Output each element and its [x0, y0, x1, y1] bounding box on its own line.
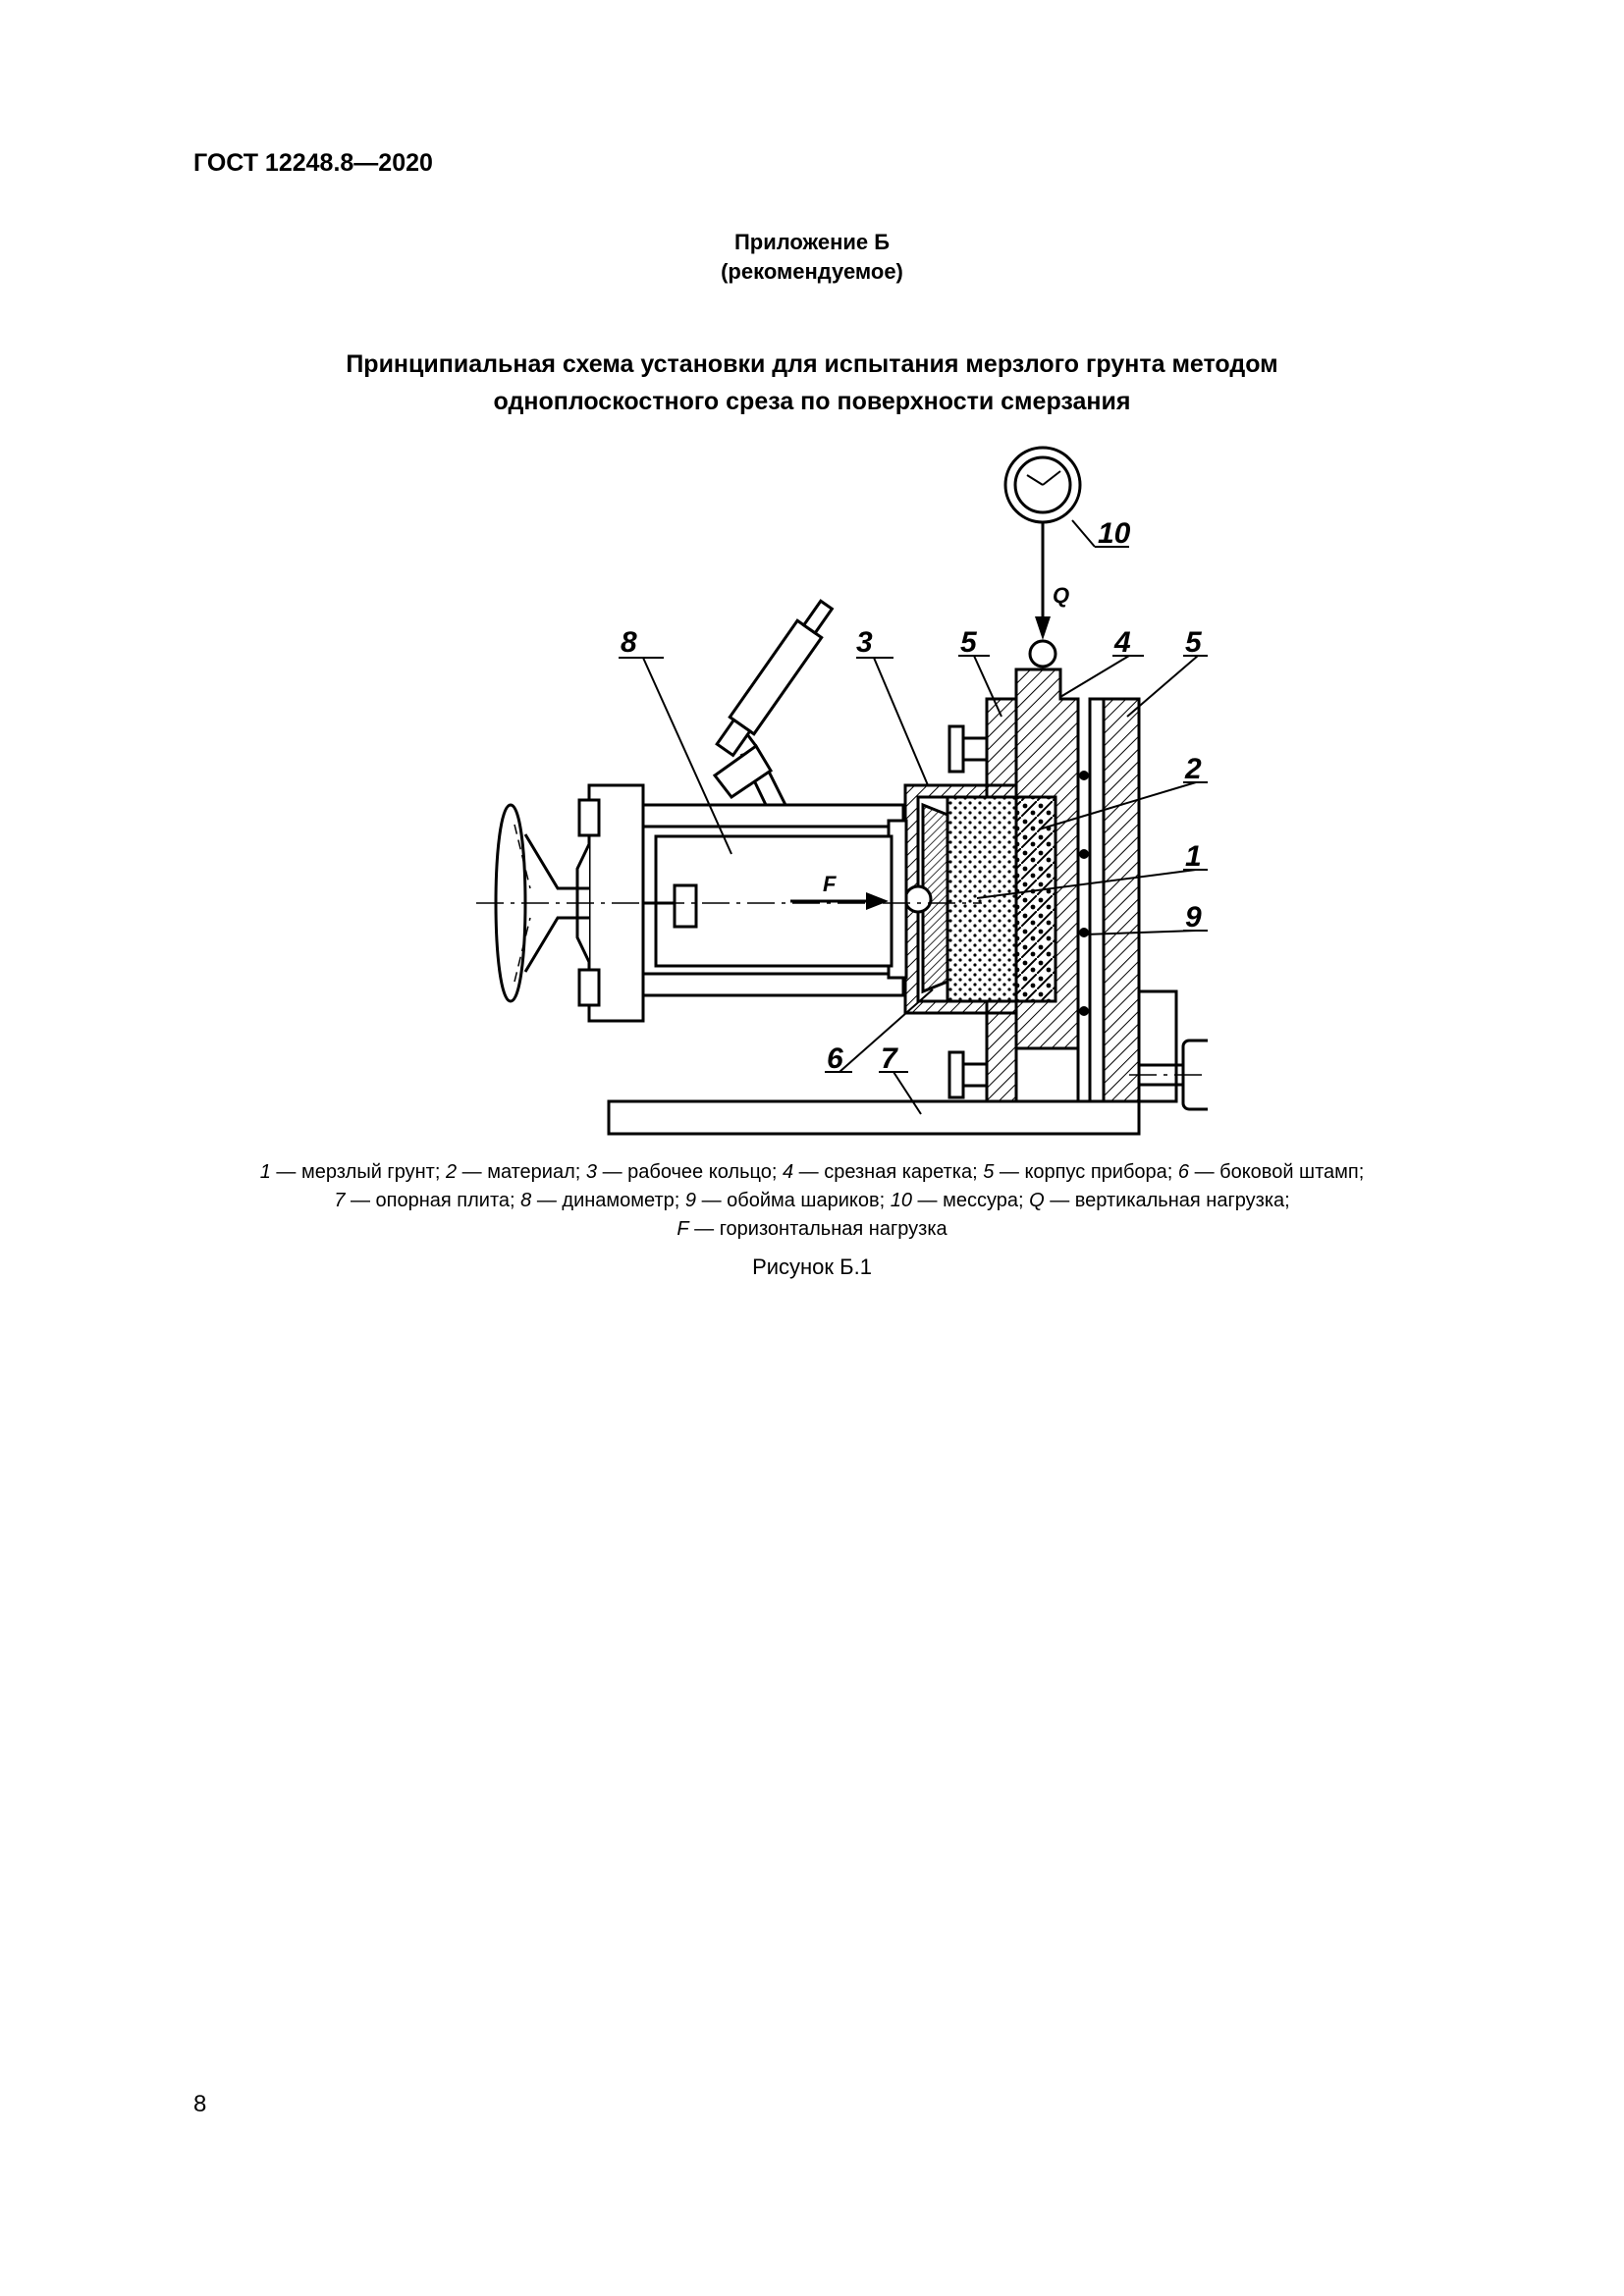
upper-bolt: [949, 726, 963, 772]
appendix-heading: [0, 228, 1624, 287]
stamp-ball: [905, 886, 931, 912]
callout-4: 4: [1114, 626, 1131, 659]
lower-bolt: [949, 1052, 963, 1097]
callout-8: 8: [621, 626, 637, 659]
appendix-title: Приложение Б: [733, 230, 891, 254]
figure-title: [0, 346, 1624, 420]
label-q: Q: [1053, 583, 1070, 608]
ball: [1079, 771, 1089, 780]
legend-line-2: 7 — опорная плита; 8 — динамометр; 9 — обойма шариков; 10 — мессура; Q — вертикальная нагрузка;: [334, 1190, 1290, 1211]
legend-line-1: 1 — мерзлый грунт; 2 — материал; 3 — рабочее кольцо; 4 — срезная каретка; 5 — корпус прибора; 6 — боковой штамп;: [259, 1161, 1365, 1183]
apparatus-diagram: [461, 437, 1208, 1148]
legend-line-3: F — горизонтальная нагрузка: [677, 1218, 947, 1240]
callout-5-right: 5: [1185, 626, 1202, 659]
callout-5-left: 5: [960, 626, 977, 659]
figure-caption: Рисунок Б.1: [752, 1255, 872, 1279]
callout-1: 1: [1185, 840, 1202, 873]
figure-title-line-2: одноплоскостного среза по поверхности смерзания: [493, 388, 1131, 415]
material-sample: [1016, 797, 1056, 1001]
frame-rail-top: [638, 805, 903, 827]
page-number: 8: [193, 2091, 207, 2117]
callout-6: 6: [827, 1042, 843, 1075]
callout-7: 7: [881, 1042, 897, 1075]
appendix-status: (рекомендуемое): [721, 259, 903, 284]
document-header: ГОСТ 12248.8—2020: [193, 149, 433, 177]
callout-10: 10: [1098, 517, 1131, 550]
frame-rail-bottom: [638, 974, 903, 995]
figure-title-line-1: Принципиальная схема установки для испытания мерзлого грунта методом: [346, 350, 1278, 378]
label-f: F: [823, 872, 837, 896]
callout-2: 2: [1185, 753, 1202, 785]
dial-indicator: [713, 597, 839, 759]
callout-9: 9: [1185, 901, 1202, 934]
callout-3: 3: [856, 626, 873, 659]
top-ball: [1030, 641, 1056, 667]
frozen-soil: [947, 797, 1016, 1001]
figure-legend: [0, 1158, 1624, 1244]
